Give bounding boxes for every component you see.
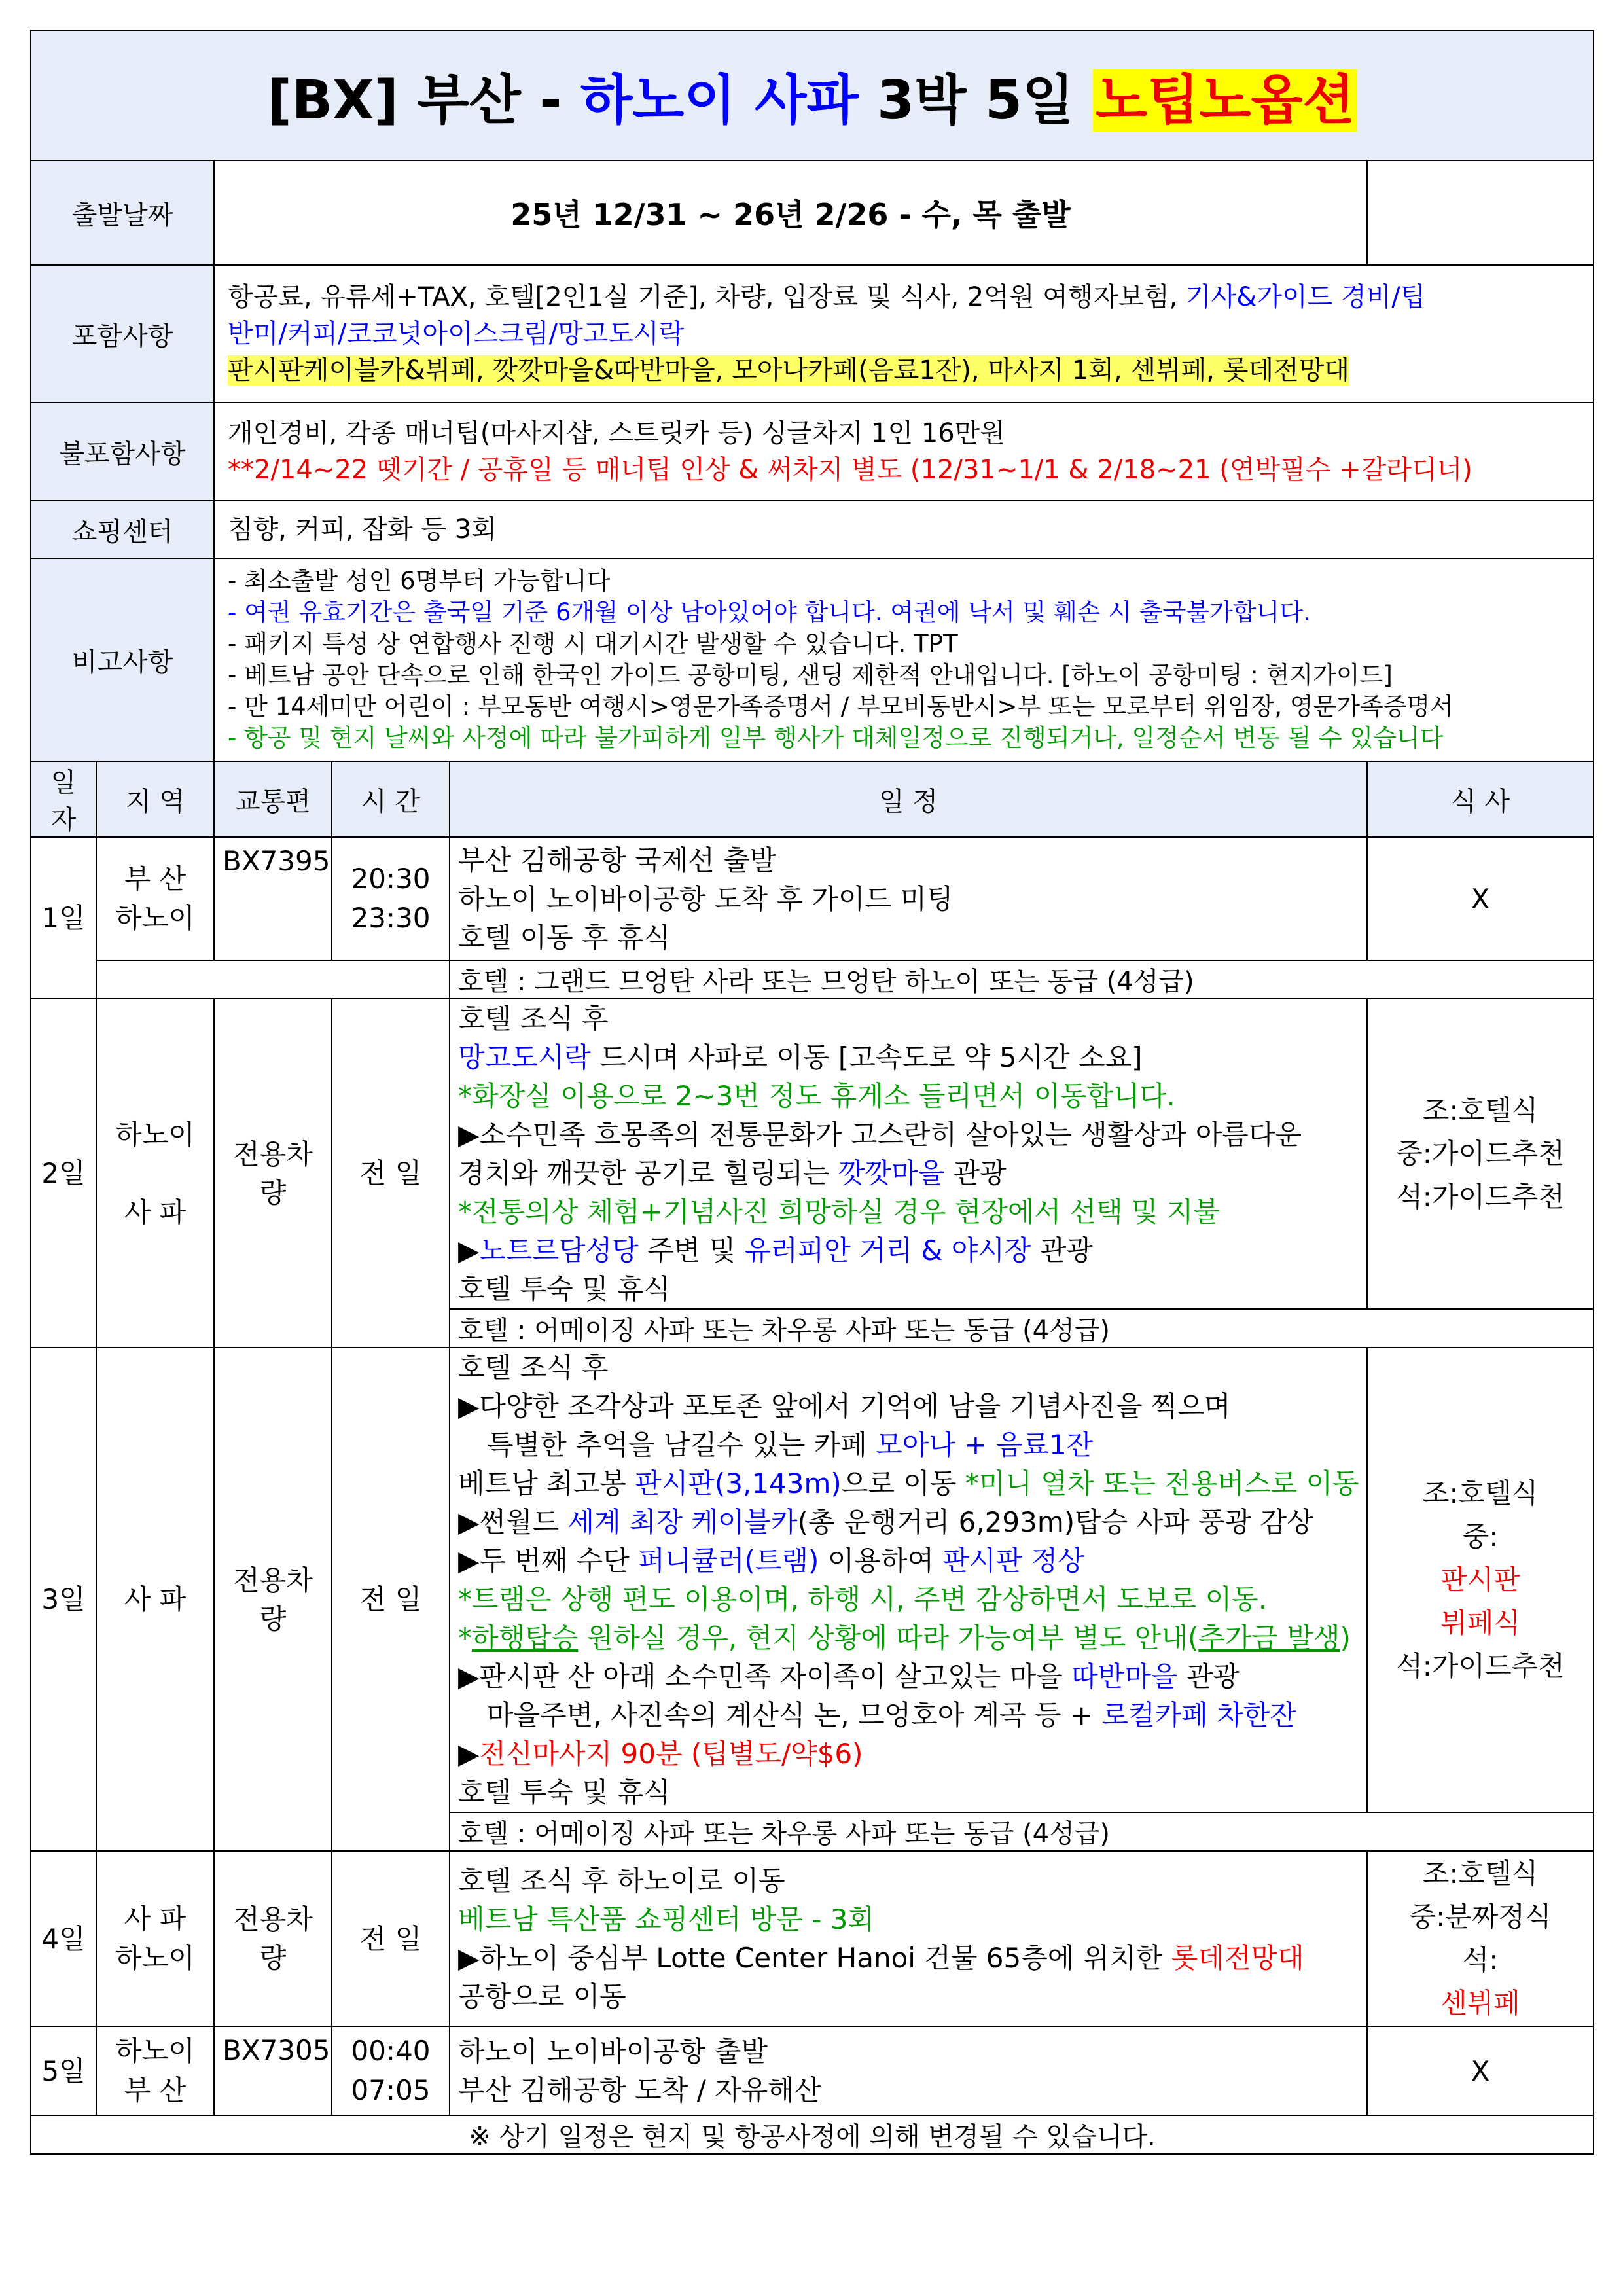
day3-s2: ▶다양한 조각상과 포토존 앞에서 기억에 남을 기념사진을 찍으며	[458, 1390, 1231, 1422]
day5-schedule	[450, 2026, 1367, 2115]
day2-row	[31, 999, 1594, 1309]
day1-region2: 하노이	[115, 902, 195, 934]
day3-row	[31, 1348, 1594, 1812]
day2-region2: 사 파	[124, 1196, 187, 1229]
day2-s5a: 경치와 깨끗한 공기로 힐링되는	[458, 1157, 838, 1189]
day3-s6d: 판시판 정상	[942, 1545, 1084, 1577]
included-value	[214, 265, 1594, 403]
day3-s8a: *	[458, 1622, 472, 1654]
day2-meal	[1367, 999, 1594, 1309]
day3-s10b: 로컬카페 차한잔	[1101, 1699, 1296, 1731]
header-day: 일자	[31, 761, 96, 837]
note-2: - 여권 유효기간은 출국일 기준 6개월 이상 남아있어야 합니다. 여권에 낙서 및 훼손 시 출국불가합니다.	[228, 598, 1311, 626]
day4-schedule	[450, 1851, 1367, 2026]
day4-s4: 공항으로 이동	[458, 1981, 626, 2013]
day5-transport: BX7305	[214, 2026, 332, 2115]
day4-region1: 사 파	[124, 1903, 187, 1935]
day3-region: 사 파	[96, 1348, 214, 1851]
day3-s5b: 세계 최장 케이블카	[567, 1506, 798, 1538]
day2-hotel: 호텔 : 어메이징 사파 또는 차우롱 사파 또는 동급 (4성급)	[450, 1309, 1594, 1348]
header-region: 지 역	[96, 761, 214, 837]
day3-time: 전 일	[332, 1348, 450, 1851]
day5-day: 5일	[31, 2026, 96, 2115]
day3-s9c: 관광	[1177, 1660, 1240, 1693]
day3-s4c: 으로 이동	[841, 1467, 965, 1499]
day3-s6c: 이용하여	[819, 1545, 943, 1577]
day2-meal1: 조:호텔식	[1422, 1094, 1539, 1126]
day2-s4: ▶소수민족 흐몽족의 전통문화가 고스란히 살아있는 생활상과 아름다운	[458, 1119, 1302, 1151]
day3-meal2b: 판시판	[1440, 1564, 1520, 1596]
day1-s3: 호텔 이동 후 휴식	[458, 921, 671, 954]
day4-meal	[1367, 1851, 1594, 2026]
header-schedule: 일 정	[450, 761, 1367, 837]
departure-blank	[1367, 160, 1594, 265]
day1-region	[96, 837, 214, 960]
day3-s8d: 추가금 발생	[1198, 1622, 1340, 1654]
day2-s7a: ▶	[458, 1234, 480, 1266]
day3-s5c: (총 운행거리 6,293m)탑승 사파 풍광 감상	[797, 1506, 1313, 1538]
day2-s3: *화장실 이용으로 2~3번 정도 휴게소 들리면서 이동합니다.	[458, 1080, 1175, 1112]
day4-s3b: 롯데전망대	[1171, 1942, 1304, 1974]
day2-meal3: 석:가이드추천	[1396, 1181, 1565, 1213]
day1-time2: 23:30	[351, 902, 431, 934]
day2-region	[96, 999, 214, 1348]
day2-s8: 호텔 투숙 및 휴식	[458, 1273, 671, 1305]
notes-value	[214, 558, 1594, 761]
departure-value: 25년 12/31 ~ 26년 2/26 - 수, 목 출발	[214, 160, 1367, 265]
day3-s11b: 전신마사지 90분 (팁별도/약$6)	[479, 1738, 863, 1770]
day3-s9b: 따반마을	[1071, 1660, 1178, 1693]
header-meal: 식 사	[1367, 761, 1594, 837]
day1-hotel: 호텔 : 그랜드 므엉탄 사라 또는 므엉탄 하노이 또는 동급 (4성급)	[450, 960, 1594, 999]
included-line3: 판시판케이블카&뷔페, 깟깟마을&따반마을, 모아나카페(음료1잔), 마사지 1회, 센뷔페, 롯데전망대	[228, 355, 1350, 386]
day2-transport: 전용차량	[214, 999, 332, 1348]
day5-time1: 00:40	[351, 2035, 431, 2067]
day4-meal1: 조:호텔식	[1422, 1857, 1539, 1890]
day1-day: 1일	[31, 837, 96, 999]
note-3: - 패키지 특성 상 연합행사 진행 시 대기시간 발생할 수 있습니다. TPT	[228, 630, 958, 658]
day3-s4b: 판시판(3,143m)	[635, 1467, 842, 1499]
day2-meal2: 중:가이드추천	[1396, 1138, 1565, 1170]
day3-hotel: 호텔 : 어메이징 사파 또는 차우롱 사파 또는 동급 (4성급)	[450, 1812, 1594, 1851]
excluded-label: 불포함사항	[31, 403, 214, 501]
day3-meal	[1367, 1348, 1594, 1812]
day5-region	[96, 2026, 214, 2115]
day4-transport: 전용차량	[214, 1851, 332, 2026]
note-1: - 최소출발 성인 6명부터 가능합니다	[228, 567, 611, 595]
note-5: - 만 14세미만 어린이 : 부모동반 여행시>영문가족증명서 / 부모비동반시>부 또는 모로부터 위임장, 영문가족증명서	[228, 692, 1454, 721]
title-badge: 노팁노옵션	[1093, 69, 1357, 132]
day3-meal2c: 뷔페식	[1440, 1607, 1520, 1639]
day4-meal3b: 센뷔페	[1440, 1987, 1520, 2019]
day2-region1: 하노이	[115, 1118, 195, 1151]
day1-schedule	[450, 837, 1367, 960]
day2-schedule	[450, 999, 1367, 1309]
day4-day: 4일	[31, 1851, 96, 2026]
day2-s5b: 깟깟마을	[838, 1157, 945, 1189]
day1-s1: 부산 김해공항 국제선 출발	[458, 844, 777, 876]
day3-s3b: 모아나 + 음료1잔	[876, 1429, 1094, 1461]
day5-region1: 하노이	[115, 2035, 195, 2067]
day4-row	[31, 1851, 1594, 2026]
notes-label: 비고사항	[31, 558, 214, 761]
day2-s7d: 유러피안 거리 & 야시장	[744, 1234, 1031, 1266]
day1-region1: 부 산	[124, 863, 187, 895]
day3-s8e: )	[1340, 1622, 1351, 1654]
day2-s7e: 관광	[1031, 1234, 1093, 1266]
itinerary-sheet	[30, 30, 1593, 2155]
day1-transport: BX7395	[214, 837, 332, 960]
day4-region2: 하노이	[115, 1942, 195, 1974]
excluded-value	[214, 403, 1594, 501]
day3-s10a: 마을주변, 사진속의 계산식 논, 므엉호아 계곡 등 +	[487, 1699, 1102, 1731]
day3-s1: 호텔 조식 후	[458, 1352, 609, 1384]
included-line1: 항공료, 유류세+TAX, 호텔[2인1실 기준], 차량, 입장료 및 식사, 2억원 여행자보험,	[228, 282, 1186, 312]
day1-time	[332, 837, 450, 960]
day2-s1: 호텔 조식 후	[458, 1003, 609, 1035]
day3-meal1: 조:호텔식	[1422, 1477, 1539, 1509]
day3-meal3: 석:가이드추천	[1396, 1650, 1565, 1682]
day5-row	[31, 2026, 1594, 2115]
day2-s2a: 망고도시락	[458, 1041, 591, 1073]
note-6: - 항공 및 현지 날씨와 사정에 따라 불가피하게 일부 행사가 대체일정으로 진행되거나, 일정순서 변동 될 수 있습니다	[228, 724, 1444, 752]
day3-s8c: 원하실 경우, 현지 상황에 따라 가능여부 별도 안내(	[578, 1622, 1199, 1654]
day3-transport: 전용차량	[214, 1348, 332, 1851]
day4-time: 전 일	[332, 1851, 450, 2026]
footer-note: ※ 상기 일정은 현지 및 항공사정에 의해 변경될 수 있습니다.	[31, 2115, 1594, 2154]
day5-s1: 하노이 노이바이공항 출발	[458, 2036, 768, 2068]
schedule-header	[31, 761, 1594, 837]
day2-time: 전 일	[332, 999, 450, 1348]
day4-region	[96, 1851, 214, 2026]
excluded-line2: **2/14~22 뗏기간 / 공휴일 등 매너팁 인상 & 써차지 별도 (12/31~1/1 & 2/18~21 (연박필수 +갈라디너)	[228, 455, 1472, 485]
day2-s6: *전통의상 체험+기념사진 희망하실 경우 현장에서 선택 및 지불	[458, 1196, 1220, 1228]
day3-day: 3일	[31, 1348, 96, 1851]
day3-s3a: 특별한 추억을 남길수 있는 카페	[487, 1429, 876, 1461]
day3-s9a: ▶판시판 산 아래 소수민족 자이족이 살고있는 마을	[458, 1660, 1072, 1693]
day3-s7: *트램은 상행 편도 이용이며, 하행 시, 주변 감상하면서 도보로 이동.	[458, 1583, 1268, 1615]
day2-s7c: 주변 및	[638, 1234, 745, 1266]
header-transport: 교통편	[214, 761, 332, 837]
day5-s2: 부산 김해공항 도착 / 자유해산	[458, 2074, 821, 2106]
included-line2: 반미/커피/코코넛아이스크림/망고도시락	[228, 319, 685, 349]
day2-day: 2일	[31, 999, 96, 1348]
shopping-value: 침향, 커피, 잡화 등 3회	[214, 501, 1594, 558]
title-prefix: [BX] 부산 -	[267, 69, 580, 132]
title-nights: 3박 5일	[858, 69, 1093, 132]
day1-time1: 20:30	[351, 863, 431, 895]
excluded-line1: 개인경비, 각종 매너팁(마사지샵, 스트릿카 등) 싱글차지 1인 16만원	[228, 418, 1005, 448]
included-line1-blue: 기사&가이드 경비/팁	[1185, 282, 1426, 312]
day5-region2: 부 산	[124, 2074, 187, 2106]
day1-s2: 하노이 노이바이공항 도착 후 가이드 미팅	[458, 882, 954, 915]
day3-schedule	[450, 1348, 1367, 1812]
day3-s4d: *미니 열차 또는 전용버스로 이동	[965, 1467, 1359, 1499]
day5-time	[332, 2026, 450, 2115]
day3-s6b: 퍼니큘러(트램)	[638, 1545, 819, 1577]
shopping-label: 쇼핑센터	[31, 501, 214, 558]
title-route: 하노이 사파	[580, 69, 859, 132]
day3-meal2a: 중:	[1462, 1520, 1499, 1552]
included-label: 포함사항	[31, 265, 214, 403]
day1-row	[31, 837, 1594, 960]
day4-s3a: ▶하노이 중심부 Lotte Center Hanoi 건물 65층에 위치한	[458, 1942, 1171, 1974]
day4-s2: 베트남 특산품 쇼핑센터 방문 - 3회	[458, 1903, 875, 1935]
day3-s6a: ▶두 번째 수단	[458, 1545, 639, 1577]
day3-s8b: 하행탑승	[472, 1622, 579, 1654]
day5-meal: X	[1367, 2026, 1594, 2115]
day1-meal: X	[1367, 837, 1594, 960]
day2-s7b: 노트르담성당	[479, 1234, 639, 1266]
day4-meal2: 중:분짜정식	[1409, 1901, 1552, 1933]
day3-s5a: ▶썬월드	[458, 1506, 568, 1538]
header-time: 시 간	[332, 761, 450, 837]
day4-meal3a: 석:	[1462, 1944, 1499, 1976]
page-title	[31, 31, 1594, 160]
day3-s11a: ▶	[458, 1738, 480, 1770]
day3-s4a: 베트남 최고봉	[458, 1467, 635, 1499]
day5-time2: 07:05	[351, 2074, 431, 2106]
day2-s5c: 관광	[944, 1157, 1007, 1189]
departure-label: 출발날짜	[31, 160, 214, 265]
note-4: - 베트남 공안 단속으로 인해 한국인 가이드 공항미팅, 샌딩 제한적 안내입니다. [하노이 공항미팅 : 현지가이드]	[228, 661, 1393, 689]
day2-s2b: 드시며 사파로 이동 [고속도로 약 5시간 소요]	[590, 1041, 1143, 1073]
itinerary-table	[30, 30, 1594, 2155]
day4-s1: 호텔 조식 후 하노이로 이동	[458, 1865, 785, 1897]
day3-s12: 호텔 투숙 및 휴식	[458, 1776, 671, 1808]
